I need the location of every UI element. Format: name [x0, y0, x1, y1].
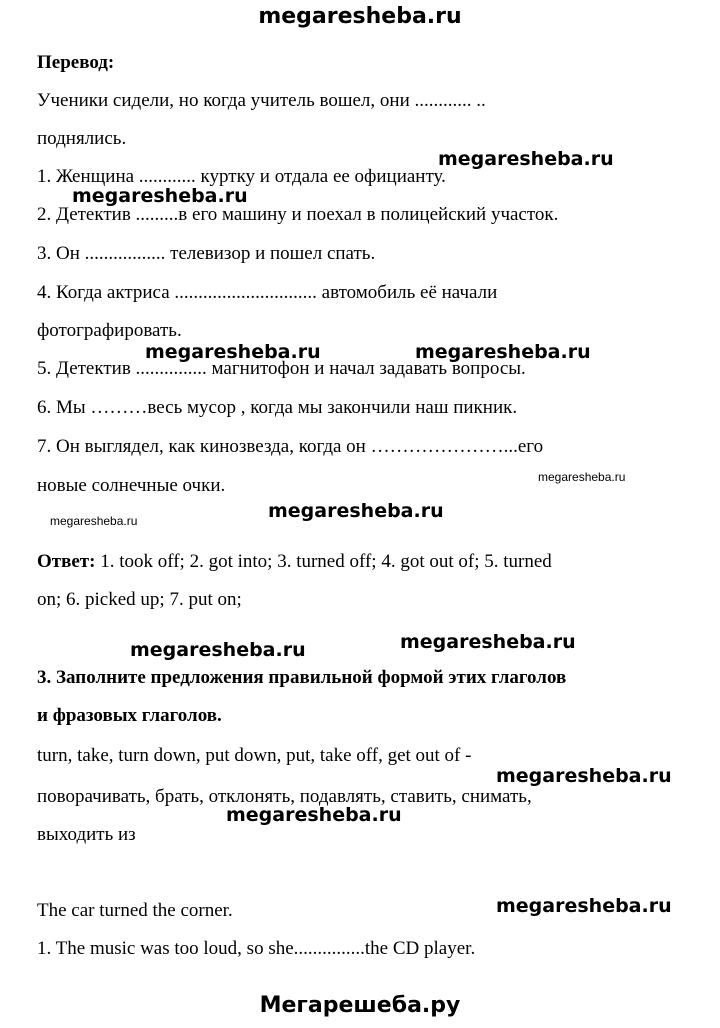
watermark: megaresheba.ru [415, 341, 591, 363]
exercise3-title-1: 3. Заполните предложения правильной формой этих глаголов [37, 667, 567, 688]
page-footer: Мегарешеба.ру [259, 993, 461, 1018]
translation-item-4: 4. Когда актриса .............................. автомобиль её начали [37, 282, 498, 303]
watermark: megaresheba.ru [438, 148, 614, 170]
watermark: megaresheba.ru [226, 804, 402, 826]
translation-item-5: 5. Детектив ............... магнитофон и начал задавать вопросы. [37, 358, 526, 379]
answer-line-1 [37, 551, 552, 573]
translation-item-3: 3. Он ................. телевизор и пошел спать. [37, 243, 376, 264]
exercise3-example: The car turned the corner. [37, 900, 233, 921]
answer-text-1: 1. took off; 2. got into; 3. turned off; 4. got out of; 5. turned [95, 551, 552, 572]
answer-line-2: on; 6. picked up; 7. put on; [37, 589, 242, 610]
exercise3-title-2: и фразовых глаголов. [37, 705, 222, 726]
translation-item-6: 6. Мы ………весь мусор , когда мы закончили наш пикник. [37, 397, 518, 418]
translation-heading: Перевод: [37, 52, 115, 73]
watermark: megaresheba.ru [50, 514, 138, 528]
answer-label: Ответ: [37, 551, 96, 572]
translation-intro-line-2: поднялись. [37, 128, 127, 149]
exercise3-words-2: поворачивать, брать, отклонять, подавлять, ставить, снимать, [37, 786, 532, 807]
watermark: megaresheba.ru [496, 895, 672, 917]
translation-item-2: 2. Детектив .........в его машину и поехал в полицейский участок. [37, 204, 559, 225]
watermark: megaresheba.ru [268, 500, 444, 522]
watermark: megaresheba.ru [496, 765, 672, 787]
watermark: megaresheba.ru [400, 631, 576, 653]
exercise3-item-1: 1. The music was too loud, so she...............the CD player. [37, 938, 476, 959]
watermark: megaresheba.ru [538, 470, 626, 484]
translation-item-4-cont: фотографировать. [37, 320, 182, 341]
watermark: megaresheba.ru [145, 341, 321, 363]
watermark: megaresheba.ru [72, 185, 248, 207]
translation-item-7-cont: новые солнечные очки. [37, 475, 226, 496]
translation-item-7: 7. Он выглядел, как кинозвезда, когда он …………………...его [37, 436, 544, 457]
watermark: megaresheba.ru [130, 639, 306, 661]
page-header: megaresheba.ru [258, 4, 462, 29]
exercise3-words-3: выходить из [37, 824, 136, 845]
translation-intro-line-1: Ученики сидели, но когда учитель вошел, они ............ .. [37, 90, 486, 111]
translation-item-1: 1. Женщина ............ куртку и отдала ее официанту. [37, 166, 446, 187]
exercise3-words-1: turn, take, turn down, put down, put, take off, get out of - [37, 745, 472, 766]
